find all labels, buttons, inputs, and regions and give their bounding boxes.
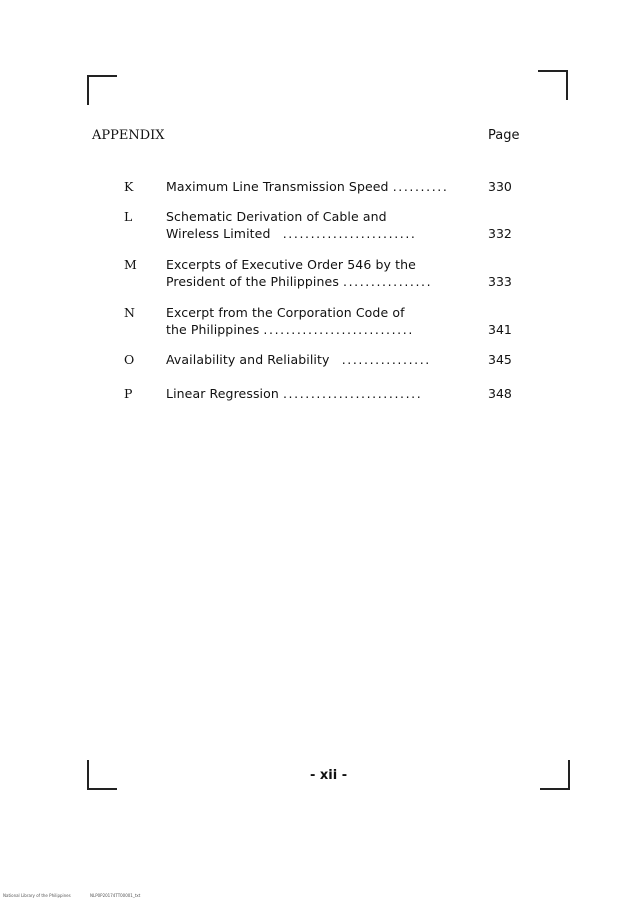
entry-letter: L [124, 209, 133, 224]
crop-mark-bottom-right [540, 760, 570, 790]
scan-file-label: NLP0P20174TT00001_txt [90, 893, 141, 898]
entry-letter: M [124, 257, 137, 272]
entry-title-line: the Philippines ........................... [166, 322, 414, 337]
entry-title-line: Schematic Derivation of Cable and [166, 209, 387, 224]
leader-dots: ........................ [282, 226, 417, 241]
entry-title-line: Excerpt from the Corporation Code of [166, 305, 405, 320]
leader-dots: ................ [343, 274, 433, 289]
entry-page-number: 341 [488, 322, 512, 337]
entry-letter: K [124, 179, 134, 194]
entry-page-number: 345 [488, 352, 512, 367]
entry-page-number: 332 [488, 226, 512, 241]
entry-title-line: Maximum Line Transmission Speed .......... [166, 179, 449, 194]
entry-title-line: President of the Philippines ................ [166, 274, 433, 289]
entry-title-line: Excerpts of Executive Order 546 by the [166, 257, 416, 272]
leader-dots: ......................... [282, 386, 423, 401]
scan-source-label: National Library of the Philippines [3, 893, 71, 898]
leader-dots: .......... [392, 179, 449, 194]
entry-page-number: 330 [488, 179, 512, 194]
entry-title-line: Linear Regression ......................... [166, 386, 423, 401]
page-number-footer: - xii - [310, 768, 348, 783]
entry-letter: O [124, 352, 135, 367]
entry-letter: P [124, 386, 133, 401]
appendix-heading: APPENDIX [92, 128, 165, 143]
entry-page-number: 348 [488, 386, 512, 401]
leader-dots: ........................... [263, 322, 414, 337]
crop-mark-bottom-left [87, 760, 117, 790]
entry-letter: N [124, 305, 135, 320]
crop-mark-top-right [538, 70, 568, 100]
entry-title-line: Availability and Reliability ................ [166, 352, 431, 367]
page-column-heading: Page [488, 128, 520, 143]
entry-title-line: Wireless Limited ........................ [166, 226, 417, 241]
crop-mark-top-left [87, 75, 117, 105]
entry-page-number: 333 [488, 274, 512, 289]
leader-dots: ................ [341, 352, 431, 367]
